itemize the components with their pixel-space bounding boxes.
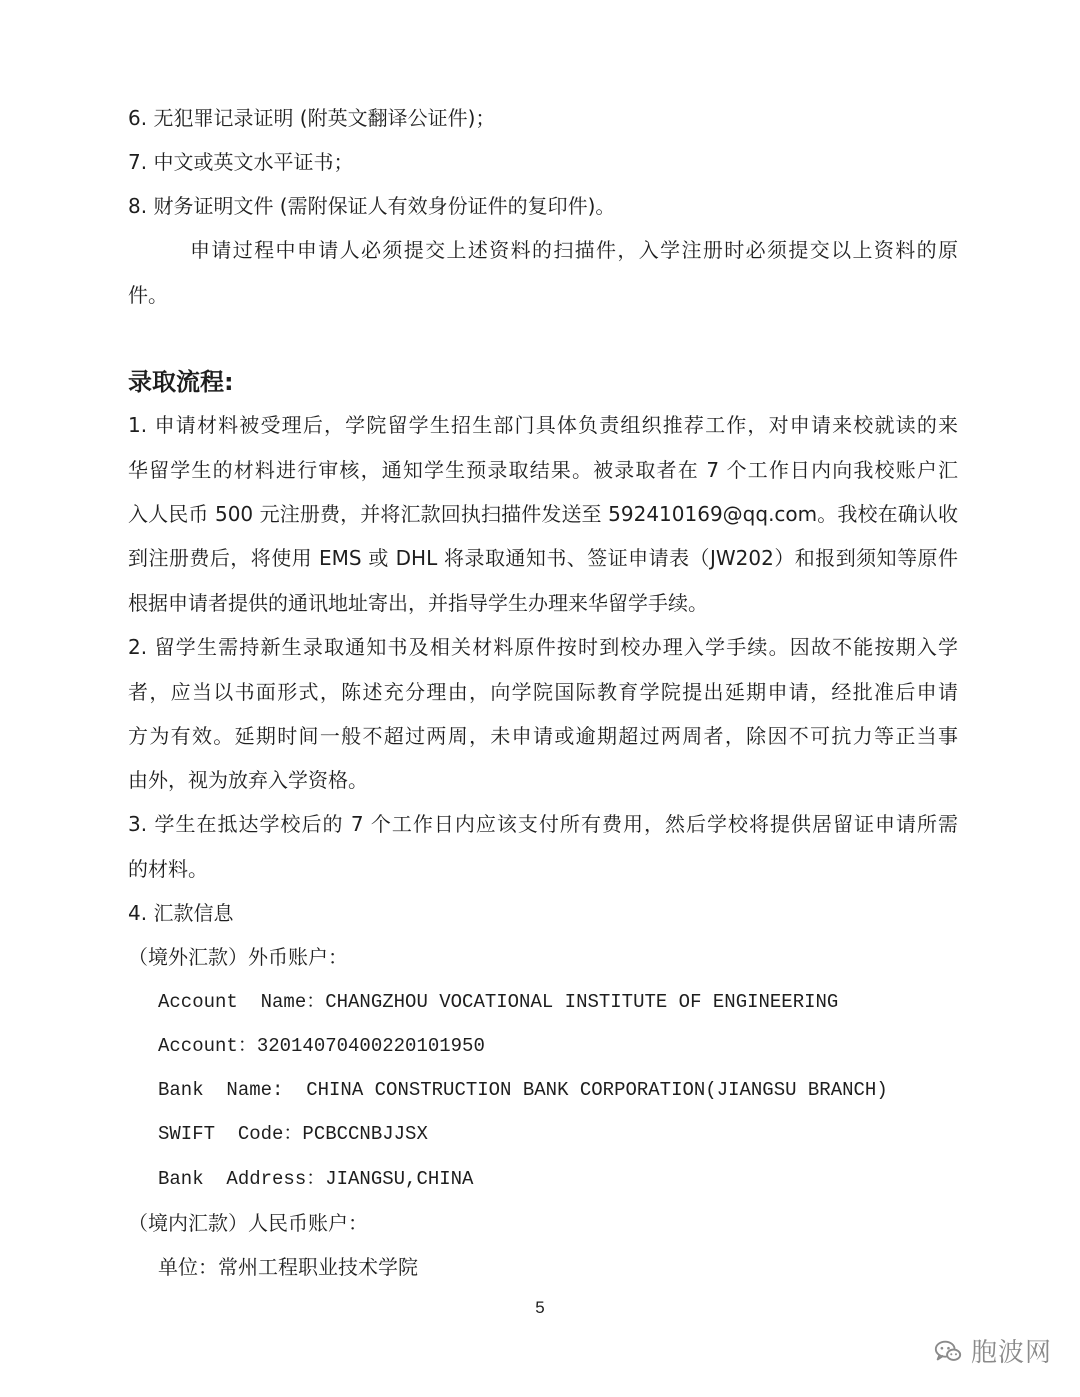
requirement-item-7: 7. 中文或英文水平证书； — [128, 150, 354, 174]
admission-paragraph-1-line-5: 根据申请者提供的通讯地址寄出，并指导学生办理来华留学手续。 — [128, 591, 708, 615]
admission-paragraph-3-line-1: 3. 学生在抵达学校后的 7 个工作日内应该支付所有费用，然后学校将提供居留证申请所需 — [128, 812, 958, 836]
submission-note-line-1: 申请过程中申请人必须提交上述资料的扫描件，入学注册时必须提交以上资料的原 — [190, 238, 958, 262]
admission-paragraph-1-line-3: 入人民币 500 元注册费，并将汇款回执扫描件发送至 592410169@qq.com。我校在确认收 — [128, 502, 958, 526]
remittance-info-title: 4. 汇款信息 — [128, 901, 234, 925]
bank-address: Bank Address：JIANGSU,CHINA — [158, 1168, 474, 1190]
admission-paragraph-2-line-2: 者，应当以书面形式，陈述充分理由，向学院国际教育学院提出延期申请，经批准后申请 — [128, 680, 958, 704]
admission-paragraph-3-line-2: 的材料。 — [128, 857, 208, 881]
admission-process-heading: 录取流程: — [128, 368, 234, 396]
admission-paragraph-1-line-2: 华留学生的材料进行审核，通知学生预录取结果。被录取者在 7 个工作日内向我校账户汇 — [128, 458, 958, 482]
admission-paragraph-2-line-3: 方为有效。延期时间一般不超过两周，未申请或逾期超过两周者，除因不可抗力等正当事 — [128, 724, 958, 748]
submission-note-line-2: 件。 — [128, 283, 168, 307]
admission-paragraph-1-line-4: 到注册费后，将使用 EMS 或 DHL 将录取通知书、签证申请表（JW202）和报到须知等原件 — [128, 546, 958, 570]
wechat-chat-icon — [933, 1336, 963, 1366]
requirement-item-8: 8. 财务证明文件 (需附保证人有效身份证件的复印件)。 — [128, 194, 616, 218]
foreign-remittance-title: （境外汇款）外币账户： — [128, 945, 348, 969]
admission-paragraph-1-line-1: 1. 申请材料被受理后，学院留学生招生部门具体负责组织推荐工作，对申请来校就读的来 — [128, 413, 958, 437]
domestic-remittance-title: （境内汇款）人民币账户： — [128, 1211, 368, 1235]
watermark-text: 胞波网 — [970, 1338, 1052, 1368]
account-name: Account Name：CHANGZHOU VOCATIONAL INSTITUTE OF ENGINEERING — [158, 991, 839, 1013]
bank-name: Bank Name: CHINA CONSTRUCTION BANK CORPORATION(JIANGSU BRANCH) — [158, 1079, 888, 1101]
watermark — [933, 1332, 1052, 1369]
page-number: 5 — [535, 1298, 545, 1317]
swift-code: SWIFT Code：PCBCCNBJJSX — [158, 1123, 428, 1145]
account-number: Account：32014070400220101950 — [158, 1035, 485, 1057]
admission-paragraph-2-line-1: 2. 留学生需持新生录取通知书及相关材料原件按时到校办理入学手续。因故不能按期入学 — [128, 635, 958, 659]
admission-paragraph-2-line-4: 由外，视为放弃入学资格。 — [128, 768, 368, 792]
requirement-item-6: 6. 无犯罪记录证明 (附英文翻译公证件)； — [128, 106, 496, 130]
recipient-unit: 单位：常州工程职业技术学院 — [158, 1255, 418, 1279]
